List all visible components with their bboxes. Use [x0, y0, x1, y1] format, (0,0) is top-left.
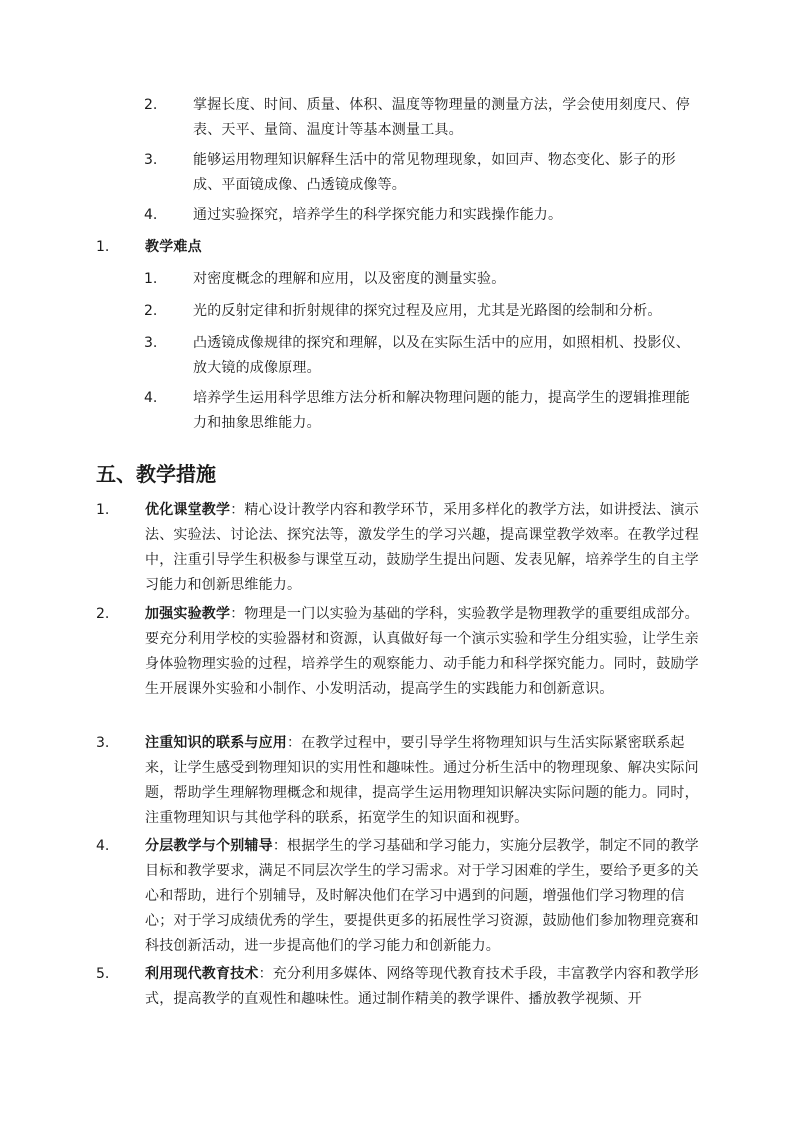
item-text: [145, 834, 703, 959]
item-number: 4.: [96, 838, 110, 854]
item-number: 5.: [96, 966, 110, 982]
measure-body: ：在教学过程中，要引导学生将物理知识与生活实际紧密联系起来，让学生感受到物理知识的实用性和趣味性。通过分析生活中的物理现象、解决实际问题，帮助学生理解物理概念和规律，提高学生运用物理知识解决实际问题的能力。同时，注重物理知识与其他学科的联系，拓宽学生的知识面和视野。: [145, 735, 699, 826]
measure-body: ：物理是一门以实验为基础的学科，实验教学是物理教学的重要组成部分。要充分利用学校的实验器材和资源，认真做好每一个演示实验和学生分组实验，让学生亲身体验物理实验的过程，培养学生的观察能力、动手能力和科学探究能力。同时，鼓励学生开展课外实验和小制作、小发明活动，提高学生的实践能力和创新意识。: [145, 606, 699, 697]
item-number: 3.: [144, 152, 158, 168]
item-number: 4.: [144, 207, 158, 223]
difficulties-title: 教学难点: [145, 239, 202, 255]
item-text: [145, 731, 703, 831]
item-number: 2.: [144, 97, 158, 113]
measure-title: 分层教学与个别辅导: [145, 838, 273, 854]
item-number: 1.: [144, 271, 158, 287]
item-number: 2.: [144, 303, 158, 319]
measure-title: 优化课堂教学: [145, 502, 231, 518]
item-text: [145, 602, 703, 702]
measure-title: 利用现代教育技术: [145, 966, 259, 982]
item-text: 对密度概念的理解和应用，以及密度的测量实验。: [193, 271, 506, 287]
item-text: [145, 498, 703, 598]
item-number: 4.: [144, 390, 158, 406]
item-number: 2.: [96, 606, 110, 622]
measure-title: 注重知识的联系与应用: [145, 735, 287, 751]
item-text: 掌握长度、时间、质量、体积、温度等物理量的测量方法，学会使用刻度尺、停表、天平、量筒、温度计等基本测量工具。: [193, 97, 690, 138]
item-text: 培养学生运用科学思维方法分析和解决物理问题的能力，提高学生的逻辑推理能力和抽象思维能力。: [193, 390, 690, 431]
item-number: 3.: [144, 335, 158, 351]
measure-body: ：充分利用多媒体、网络等现代教育技术手段，丰富教学内容和教学形式，提高教学的直观性和趣味性。通过制作精美的教学课件、播放教学视频、开: [145, 966, 699, 1007]
measure-body: ：根据学生的学习基础和学习能力，实施分层教学，制定不同的教学目标和教学要求，满足不同层次学生的学习需求。对于学习困难的学生，要给予更多的关心和帮助，进行个别辅导，及时解决他们在学习中遇到的问题，增强他们学习物理的信心；对于学习成绩优秀的学生，要提供更多的拓展性学习资源，鼓励他们参加物理竞赛和科技创新活动，进一步提高他们的学习能力和创新能力。: [145, 838, 699, 954]
item-text: 凸透镜成像规律的探究和理解，以及在实际生活中的应用，如照相机、投影仪、放大镜的成像原理。: [193, 335, 690, 376]
item-number: 1.: [96, 502, 110, 518]
item-text: 能够运用物理知识解释生活中的常见物理现象，如回声、物态变化、影子的形成、平面镜成像、凸透镜成像等。: [193, 152, 676, 193]
measure-title: 加强实验教学: [145, 606, 231, 622]
item-text: 通过实验探究，培养学生的科学探究能力和实践操作能力。: [193, 207, 563, 223]
section-heading: 五、教学措施: [96, 462, 216, 486]
item-text: 光的反射定律和折射规律的探究过程及应用，尤其是光路图的绘制和分析。: [193, 303, 662, 319]
item-text: [145, 962, 703, 1012]
item-number: 1.: [96, 239, 110, 255]
item-number: 3.: [96, 735, 110, 751]
measure-body: ：精心设计教学内容和教学环节，采用多样化的教学方法，如讲授法、演示法、实验法、讨论法、探究法等，激发学生的学习兴趣，提高课堂教学效率。在教学过程中，注重引导学生积极参与课堂互动，鼓励学生提出问题、发表见解，培养学生的自主学习能力和创新思维能力。: [145, 502, 699, 593]
